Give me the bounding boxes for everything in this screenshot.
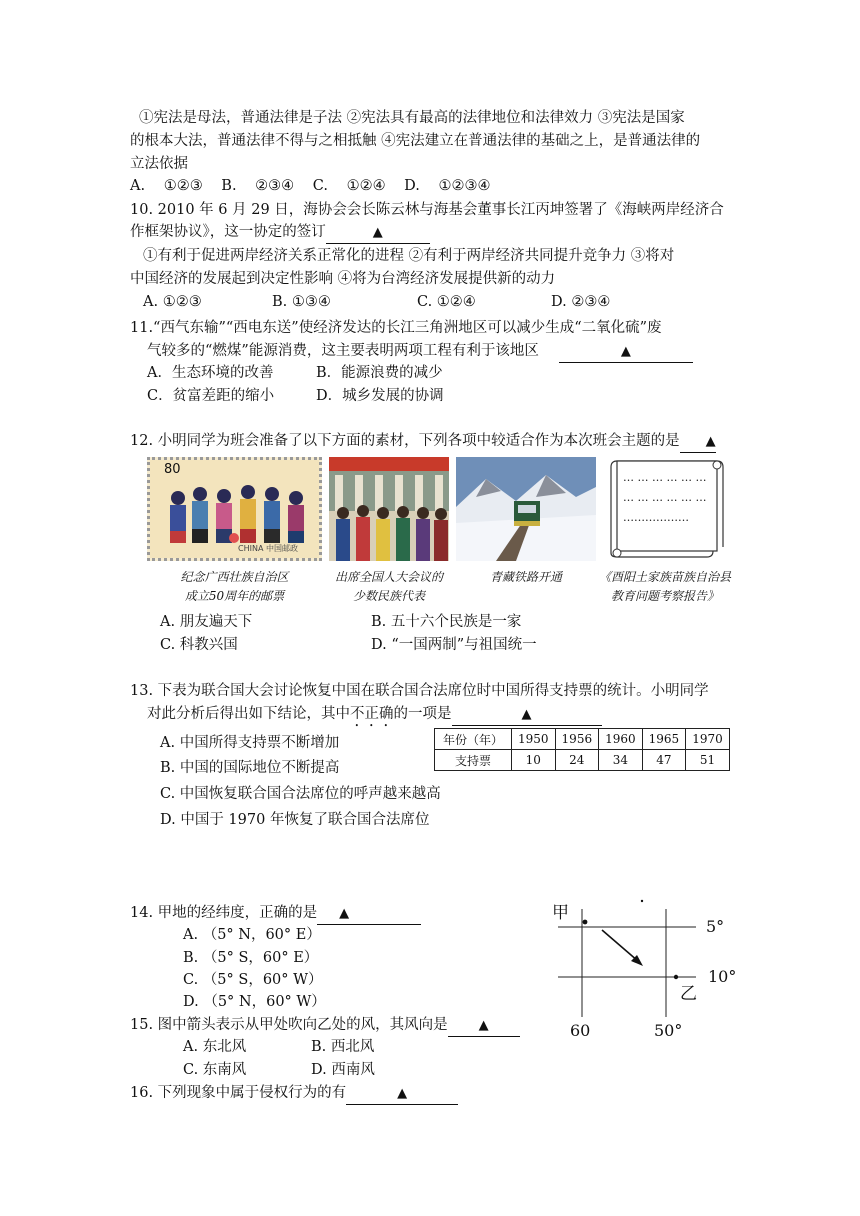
q12-option-c: C. 科教兴国	[160, 637, 238, 653]
q13-option-d: D. 中国于 1970 年恢复了联合国合法席位	[160, 812, 430, 828]
answer-triangle: ▲	[521, 707, 532, 722]
q15-answer-blank[interactable]	[448, 1015, 520, 1037]
q11-option-b: B．能源浪费的减少	[316, 365, 443, 381]
q10-option-a: A. ①②③	[143, 294, 202, 310]
q9-options: A. ①②③ B. ②③④ C. ①②④ D. ①②③④	[130, 178, 491, 194]
q15-stem-text: 15. 图中箭头表示从甲处吹向乙处的风，其风向是	[130, 1017, 448, 1033]
table-row	[435, 750, 730, 771]
answer-triangle: ▲	[478, 1018, 489, 1033]
q15-stem	[130, 1015, 520, 1037]
q15-option-b: B. 西北风	[311, 1039, 375, 1055]
q13-answer-blank[interactable]	[452, 704, 602, 726]
answer-triangle: ▲	[397, 1086, 408, 1101]
table-vote: 24	[555, 750, 599, 771]
q9-statements-line1: ①宪法是母法，普通法律是子法 ②宪法具有最高的法律地位和法律效力 ③宪法是国家	[139, 110, 685, 126]
caption-stamp-line2: 成立50周年的邮票	[184, 589, 285, 603]
latlon-map	[548, 895, 748, 1045]
q10-option-b: B. ①③④	[272, 294, 331, 310]
q12-option-a: A. 朋友遍天下	[160, 614, 253, 630]
q11-option-d: D．城乡发展的协调	[316, 388, 444, 404]
caption-railway	[456, 568, 596, 587]
q10-option-d: D. ②③④	[551, 294, 611, 310]
q11-answer-blank[interactable]	[559, 341, 693, 363]
q12-answer-blank[interactable]	[680, 431, 716, 453]
q13-stem-line1: 13. 下表为联合国大会讨论恢复中国在联合国合法席位时中国所得支持票的统计。小明同学	[130, 683, 709, 699]
map-label-lat-10: 10°	[708, 967, 737, 986]
caption-report-line1: 《酉阳土家族苗族自治县	[598, 570, 731, 584]
q11-stem-line2	[147, 341, 693, 363]
q10-statements-line1: ①有利于促进两岸经济关系正常化的进程 ②有利于两岸经济共同提升竞争力 ③将对	[143, 248, 675, 264]
q11-option-a: A．生态环境的改善	[147, 365, 274, 381]
q11-stem-line1: 11.“西气东输”“西电东送”使经济发达的长江三角洲地区可以减少生成“二氧化硫”废	[130, 320, 662, 336]
q16-stem	[130, 1083, 458, 1105]
table-vote: 34	[599, 750, 643, 771]
q12-option-b: B. 五十六个民族是一家	[371, 614, 522, 630]
caption-report	[590, 568, 740, 606]
q14-stem	[130, 903, 421, 925]
scroll-line-2: … … … … … …	[623, 491, 707, 504]
table-vote: 51	[686, 750, 730, 771]
table-header-label: 年份（年）	[435, 729, 512, 750]
answer-triangle: ▲	[705, 434, 716, 449]
q13-stem-line2	[147, 704, 602, 730]
table-year: 1965	[642, 729, 686, 750]
stamp-country: CHINA 中国邮政	[238, 544, 298, 553]
scroll-line-1: … … … … … …	[623, 471, 707, 484]
q10-stem-line2	[130, 222, 430, 244]
q12-option-d: D. “一国两制”与祖国统一	[371, 637, 537, 653]
q14-option-b: B. （5° S，60° E）	[183, 950, 319, 966]
caption-stamp-line1: 纪念广西壮族自治区	[180, 570, 289, 584]
q9-statements-line2: 的根本大法，普通法律不得与之相抵触 ④宪法建立在普通法律的基础之上，是普通法律的	[130, 133, 701, 149]
caption-delegates-line1: 出席全国人大会议的	[334, 570, 443, 584]
answer-triangle: ▲	[339, 906, 350, 921]
q13-option-b: B. 中国的国际地位不断提高	[160, 760, 340, 776]
q16-answer-blank[interactable]	[346, 1083, 458, 1105]
table-row	[435, 729, 730, 750]
map-label-lon-60: 60	[570, 1021, 591, 1040]
caption-delegates-line2: 少数民族代表	[352, 589, 425, 603]
scroll-line-3: ………………	[623, 511, 689, 524]
delegates-photo	[329, 457, 449, 561]
q10-option-c: C. ①②④	[417, 294, 476, 310]
votes-table	[434, 728, 730, 771]
q12-stem-text: 12. 小明同学为班会准备了以下方面的素材，下列各项中较适合作为本次班会主题的是	[130, 433, 680, 449]
map-label-jia: 甲	[552, 903, 569, 923]
q13-option-a: A. 中国所得支持票不断增加	[160, 735, 340, 751]
caption-delegates	[322, 568, 456, 606]
q13-emphasis: 不正确	[350, 706, 394, 722]
q16-stem-text: 16. 下列现象中属于侵权行为的有	[130, 1085, 347, 1101]
answer-triangle: ▲	[372, 225, 383, 240]
map-label-yi: 乙	[680, 984, 697, 1004]
q14-stem-text: 14. 甲地的经纬度，正确的是	[130, 905, 318, 921]
table-year: 1950	[512, 729, 556, 750]
table-row-label: 支持票	[435, 750, 512, 771]
caption-railway-line1: 青藏铁路开通	[489, 570, 562, 584]
q15-option-a: A. 东北风	[183, 1039, 247, 1055]
table-year: 1970	[686, 729, 730, 750]
q12-stem	[130, 431, 716, 453]
answer-triangle: ▲	[620, 344, 631, 359]
table-year: 1956	[555, 729, 599, 750]
caption-stamp	[147, 568, 322, 606]
q14-option-d: D. （5° N，60° W）	[183, 994, 326, 1010]
map-label-lon-50: 50°	[654, 1021, 683, 1040]
q9-statements-line3: 立法依据	[130, 156, 188, 172]
q11-option-c: C．贫富差距的缩小	[147, 388, 275, 404]
q10-stem-text: 作框架协议》，这一协定的签订	[130, 224, 326, 240]
q10-answer-blank[interactable]	[326, 222, 430, 244]
q14-option-a: A. （5° N，60° E）	[183, 927, 321, 943]
q11-stem-text: 气较多的“燃煤”能源消费，这主要表明两项工程有利于该地区	[147, 343, 539, 359]
q13-stem-text-a: 对此分析后得出如下结论，其中	[147, 706, 350, 722]
q10-statements-line2: 中国经济的发展起到决定性影响 ④将为台湾经济发展提供新的动力	[130, 271, 556, 287]
q15-option-d: D. 西南风	[311, 1062, 375, 1078]
railway-photo	[456, 457, 596, 561]
table-vote: 47	[642, 750, 686, 771]
railway-illustration	[456, 457, 596, 561]
q13-option-c: C. 中国恢复联合国合法席位的呼声越来越高	[160, 786, 441, 802]
q14-answer-blank[interactable]	[317, 903, 421, 925]
q14-option-c: C. （5° S，60° W）	[183, 972, 323, 988]
q15-option-c: C. 东南风	[183, 1062, 247, 1078]
stamp-image	[147, 457, 322, 561]
report-scroll	[603, 457, 727, 561]
q13-stem-text-c: 的一项是	[393, 706, 452, 722]
caption-report-line2: 教育问题考察报告》	[610, 589, 719, 603]
map-label-lat-5: 5°	[706, 917, 725, 936]
delegates-illustration	[329, 457, 449, 561]
q10-stem-line1: 10. 2010 年 6 月 29 日，海协会会长陈云林与海基会董事长江丙坤签署了《海峡两岸经济合	[130, 202, 724, 218]
table-vote: 10	[512, 750, 556, 771]
stamp-value: 80	[164, 462, 181, 477]
table-year: 1960	[599, 729, 643, 750]
